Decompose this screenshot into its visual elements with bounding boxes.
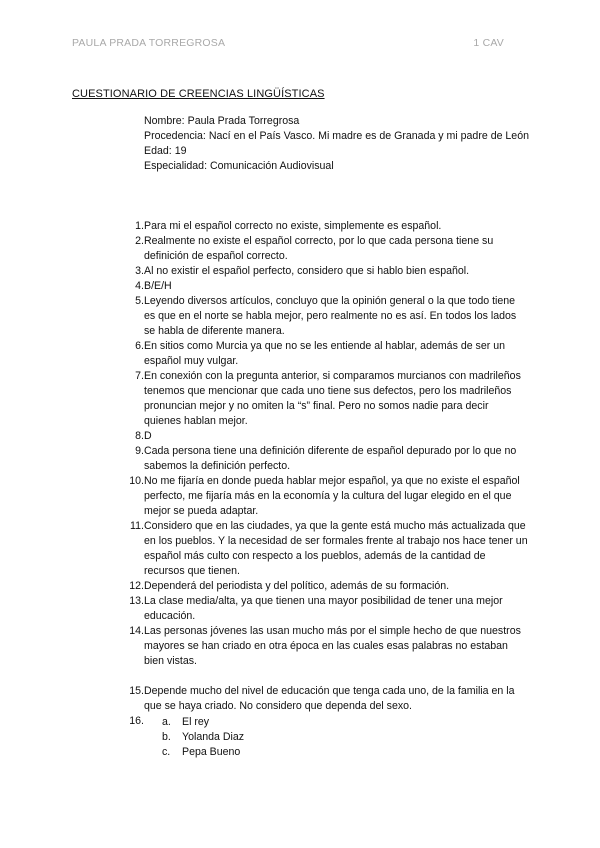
answer-text: En sitios como Murcia ya que no se les entiende al hablar, además de ser un español muy vulgar.: [144, 340, 505, 367]
answer-number: 13.: [129, 595, 144, 607]
answer-item: [118, 624, 528, 669]
info-especialidad: [144, 159, 536, 174]
answer-item: [118, 474, 528, 519]
answer-text: Cada persona tiene una definición diferente de español depurado por lo que no sabemos la definición perfecto.: [144, 445, 517, 472]
sub-answer-item: [162, 745, 244, 760]
answer-text: Depende mucho del nivel de educación que tenga cada uno, de la familia en la que se haya criado. No considero que dependa del sexo.: [144, 685, 515, 712]
answer-number: 10.: [129, 475, 144, 487]
answer-number: 11.: [130, 520, 144, 532]
answer-item: [118, 279, 528, 294]
answer-item: [118, 219, 528, 234]
answer-text: Al no existir el español perfecto, considero que si hablo bien español.: [144, 265, 470, 277]
answer-text: Las personas jóvenes las usan mucho más por el simple hecho de que nuestros mayores se han criado en otra época en las cuales esas palabras no estaban bien vistas.: [144, 625, 521, 667]
sub-answer-letter: a.: [162, 716, 171, 728]
info-nombre-value: Paula Prada Torregrosa: [187, 115, 300, 127]
answer-item: [118, 294, 528, 339]
info-nombre-label: Nombre:: [144, 115, 185, 127]
answer-item: [118, 234, 528, 264]
sub-answer-text: El rey: [182, 716, 210, 728]
info-procedencia: [144, 129, 536, 144]
answer-item: [118, 519, 528, 579]
answer-text: En conexión con la pregunta anterior, si comparamos murcianos con madrileños tenemos que mencionar que cada uno tiene sus defectos, pero los madrileños pronuncian mejor y no omiten la “s” final. Pero no somos nadie para decir quienes hablan mejor.: [144, 370, 521, 427]
answer-number: 16.: [129, 715, 144, 727]
answer-text: Leyendo diversos artículos, concluyo que la opinión general o la que todo tiene es que en el norte se habla mejor, pero realmente no es así. En todos los lados se habla de diferente manera.: [144, 295, 517, 337]
info-edad: [144, 144, 536, 159]
answer-number: 15.: [129, 685, 144, 697]
answer-number: 12.: [129, 580, 144, 592]
answer-text: B/E/H: [144, 280, 172, 292]
answer-number: 4.: [135, 280, 144, 292]
header-author: PAULA PRADA TORREGROSA: [72, 37, 226, 49]
sub-answer-text: Yolanda Diaz: [182, 731, 245, 743]
answer-number: 7.: [135, 370, 144, 382]
spacer: [118, 669, 528, 684]
answer-number: 6.: [135, 340, 144, 352]
answer-text: Dependerá del periodista y del político, además de su formación.: [144, 580, 450, 592]
answer-text: No me fijaría en donde pueda hablar mejor español, ya que no existe el español perfecto, me fijaría más en la economía y la cultura del lugar elegido en el que mejor se pueda adaptar.: [144, 475, 520, 517]
sub-answer-letter: c.: [162, 746, 171, 758]
answer-text: La clase media/alta, ya que tienen una mayor posibilidad de tener una mejor educación.: [144, 595, 503, 622]
document-title: CUESTIONARIO DE CREENCIAS LINGÜÍSTICAS: [72, 88, 325, 100]
answer-item: [118, 429, 528, 444]
info-nombre: [144, 114, 536, 129]
answer-number: 5.: [135, 295, 144, 307]
sub-answer-list: [162, 715, 244, 760]
answer-item: [118, 594, 528, 624]
answer-item: [118, 684, 528, 714]
info-especialidad-label: Especialidad:: [144, 160, 208, 172]
personal-info: [144, 114, 536, 174]
answer-number: 8.: [135, 430, 144, 442]
answers-list: [118, 219, 528, 729]
header-course: 1 CAV: [473, 37, 504, 49]
sub-answer-item: [162, 730, 244, 745]
answer-item: [118, 264, 528, 279]
info-edad-value: 19: [174, 145, 187, 157]
answer-text: Para mi el español correcto no existe, simplemente es español.: [144, 220, 442, 232]
sub-answer-letter: b.: [162, 731, 171, 743]
info-procedencia-value: Nací en el País Vasco. Mi madre es de Granada y mi padre de León: [208, 130, 529, 142]
info-edad-label: Edad:: [144, 145, 172, 157]
page-header: [72, 37, 504, 51]
answer-text: Considero que en las ciudades, ya que la gente está mucho más actualizada que en los pueblos. Y la necesidad de ser formales frente al trabajo nos hace tener un español más culto con respecto a los pueblos, además de la cantidad de recursos que tienen.: [144, 520, 528, 577]
answer-text: Realmente no existe el español correcto, por lo que cada persona tiene su definición de español correcto.: [144, 235, 494, 262]
answer-item: [118, 339, 528, 369]
info-especialidad-value: Comunicación Audiovisual: [210, 160, 334, 172]
sub-answer-item: [162, 715, 244, 730]
answer-number: 14.: [129, 625, 144, 637]
answer-number: 3.: [135, 265, 144, 277]
sub-answer-text: Pepa Bueno: [182, 746, 241, 758]
answer-number: 2.: [135, 235, 144, 247]
answer-item: [118, 444, 528, 474]
answer-item: [118, 369, 528, 429]
info-procedencia-label: Procedencia:: [144, 130, 206, 142]
answer-item: [118, 579, 528, 594]
answer-text: D: [144, 430, 152, 442]
answer-number: 9.: [135, 445, 144, 457]
answer-number: 1.: [135, 220, 144, 232]
